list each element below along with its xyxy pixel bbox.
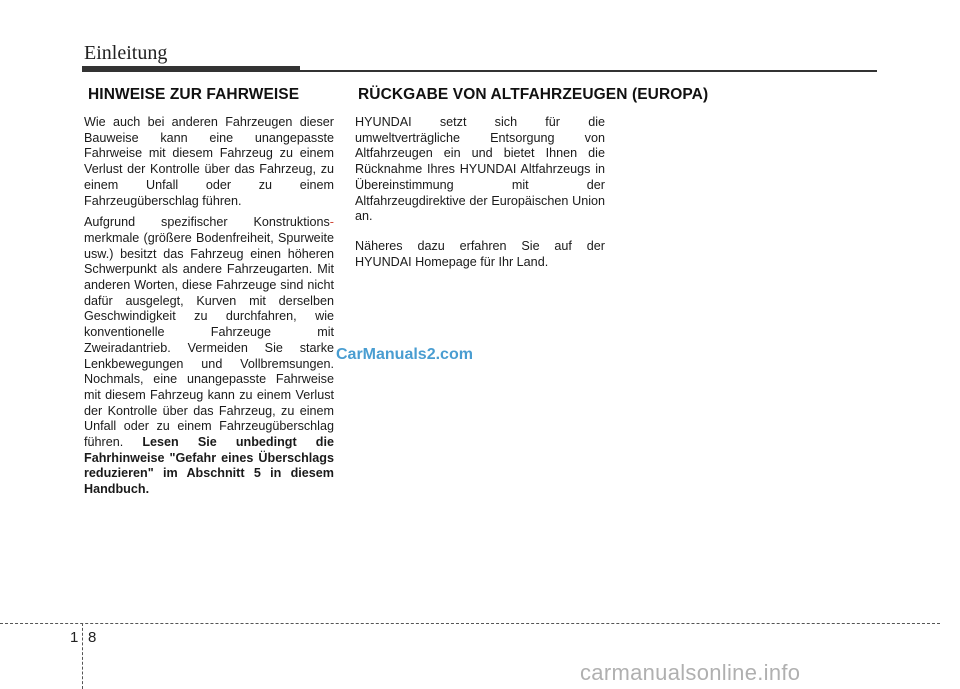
- heading-vehicle-return: RÜCKGABE VON ALTFAHRZEUGEN (EUROPA): [358, 86, 709, 103]
- paragraph: Näheres dazu erfahren Sie auf der HYUNDAI Homepage für Ihr Land.: [355, 238, 605, 269]
- watermark: CarManuals2.com: [336, 346, 473, 363]
- footer-vertical-divider: [82, 623, 83, 689]
- chapter-title: Einleitung: [84, 42, 168, 64]
- page-section: 1: [70, 629, 79, 646]
- paragraph-text: Aufgrund spezifischer Konstruktions: [84, 215, 330, 230]
- right-column: [355, 115, 605, 276]
- footer-divider: [0, 623, 940, 624]
- paragraph-text: merkmale (größere Bodenfreiheit, Spurweite usw.) besitzt das Fahrzeug einen höheren Schwerpunkt als andere Fahrzeugarten. Mit anderen Worten, diese Fahrzeuge sind nicht dafür ausgelegt, Kurven mit derselben Geschwindigkeit zu durchfahren, wie konventionelle Fahrzeuge mit Zweiradantrieb. Vermeiden Sie starke Lenkbewegungen und Vollbremsungen. Nochmals, eine unangepasste Fahrweise mit diesem Fahrzeug kann zu einem Verlust der Kontrolle über das Fahrzeug, zu einem Unfall oder zu einem Fahrzeugüberschlag führen.: [84, 230, 334, 450]
- left-column: [84, 115, 334, 504]
- hyphen-mark: -: [329, 215, 334, 230]
- paragraph: HYUNDAI setzt sich für die umweltverträgliche Entsorgung von Altfahrzeugen ein und bietet Ihnen die Rücknahme Ihres HYUNDAI Altfahrzeugs in Übereinstimmung mit der Altfahrzeugdirektive der Europäischen Union an.: [355, 115, 605, 224]
- title-bar-thin: [300, 70, 877, 72]
- title-bar-thick: [82, 66, 300, 72]
- paragraph: [84, 215, 334, 498]
- bold-instruction: Lesen Sie unbedingt die Fahrhinweise "Gefahr eines Überschlags reduzieren" im Abschnitt 5 in diesem Handbuch.: [84, 435, 334, 497]
- heading-driving-notes: HINWEISE ZUR FAHRWEISE: [88, 86, 300, 103]
- paragraph: Wie auch bei anderen Fahrzeugen dieser Bauweise kann eine unangepasste Fahrweise mit diesem Fahrzeug zu einem Verlust der Kontrolle über das Fahrzeug, zu einem Unfall oder zu einem Fahrzeugüberschlag führen.: [84, 115, 334, 208]
- site-watermark: carmanualsonline.info: [580, 660, 801, 685]
- page-number: 8: [88, 629, 97, 646]
